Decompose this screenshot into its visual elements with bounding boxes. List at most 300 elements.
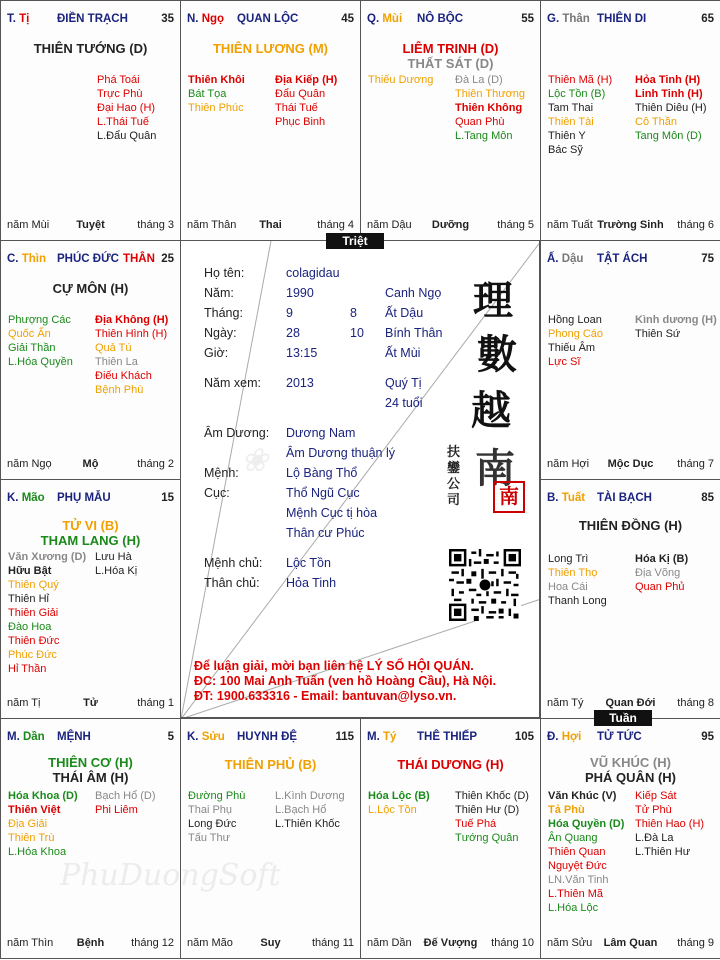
minor-star: L.Kình Dương [275,790,345,802]
main-star: LIÊM TRINH (D) [402,41,499,56]
left-star-column [368,73,433,87]
palace-header [547,492,714,506]
right-star-column [275,73,337,129]
main-stars [1,518,180,548]
minor-star: Hỏa Tinh (H) [635,74,701,86]
minor-star: Thiên Trù [8,832,55,844]
minor-star: Long Đức [188,818,237,830]
tieu-han-year: năm Sửu [547,937,593,949]
main-stars [541,755,720,785]
palace-cell-mao[interactable] [0,479,181,719]
minor-star: Bệnh Phù [95,384,144,396]
right-star-column [635,789,704,859]
tieu-han-year: năm Tuất [547,219,593,231]
palace-name [57,253,155,265]
tieu-han-year: năm Thân [187,219,237,231]
nguyet-han-month: tháng 8 [677,697,714,709]
palace-name [417,13,463,25]
minor-star: Tam Thai [548,102,594,114]
palace-label: ĐIỀN TRẠCH [57,13,128,25]
palace-footer [7,219,174,233]
minor-star: Thiên Phúc [188,102,244,114]
right-star-column [635,73,707,143]
minor-star: Thiên Thương [455,88,526,100]
nguyet-han-month: tháng 12 [131,937,174,949]
main-star: THIÊN TƯỚNG (D) [33,41,148,56]
center-info-panel [180,240,540,718]
main-star: TỬ VI (B) [62,518,119,533]
main-stars [181,757,360,772]
minor-star: Quả Tú [95,342,132,354]
minor-star: L.Lộc Tồn [368,804,417,816]
minor-star: L.Tang Môn [455,130,513,142]
palace-label: THÊ THIẾP [417,731,478,743]
palace-cell-dan[interactable] [0,718,181,959]
calligraphy-side-text: 扶鑾公司 [447,445,461,508]
minor-star: Cô Thần [635,116,677,128]
month-can-chi: Ất Dậu [385,306,424,320]
name-label: Họ tên: [204,266,245,280]
minor-star: Linh Tinh (H) [635,88,703,100]
minor-star: Phượng Các [8,314,71,326]
palace-cell-suu[interactable] [180,718,361,959]
dai-han-number: 35 [161,13,174,25]
earthly-branch: Mùi [382,13,403,25]
main-star: CỰ MÔN (H) [52,281,129,296]
left-star-column [548,789,624,915]
palace-label: THIÊN DI [597,13,647,25]
minor-star: Hóa Lộc (B) [368,790,430,802]
main-star: THÁI ÂM (H) [52,770,129,785]
minor-star: Bát Tọa [188,88,227,100]
minor-star: Điếu Khách [95,370,152,382]
stem-letter: N. [187,13,199,25]
palace-name [597,13,646,25]
minor-star: Tử Phù [635,804,672,816]
palace-cell-ngo[interactable] [180,0,361,241]
palace-header [7,731,174,745]
menh-label: Mệnh: [204,466,239,480]
stem-letter: Q. [367,13,380,25]
stem-letter: K. [187,731,199,743]
minor-star: Tướng Quân [455,832,519,844]
minor-star: L.Hóa Quyền [8,356,73,368]
truong-sinh-stage: Mộc Dục [607,458,654,470]
truong-sinh-stage: Bệnh [76,937,105,949]
minor-star: Văn Xương (D) [8,551,87,563]
palace-position [7,731,45,743]
hour-label: Giờ: [204,346,229,360]
palace-position [187,13,224,25]
name-value: colagidau [286,266,340,280]
background-seal-watermark: ❀ [241,441,268,479]
truong-sinh-stage: Dưỡng [431,219,470,231]
truong-sinh-stage: Thai [259,219,282,231]
minor-star: Thanh Long [548,595,607,607]
triet-marker: Triệt [326,233,384,249]
minor-star: Phá Toái [97,74,140,86]
palace-label: HUYNH ĐỆ [237,731,298,743]
day-label: Ngày: [204,326,237,340]
month-label: Tháng: [204,306,243,320]
palace-header [547,253,714,267]
left-star-column [8,313,73,369]
minor-star: Hóa Kị (B) [635,553,689,565]
menh-chu-label: Mệnh chủ: [204,556,263,570]
palace-position [547,253,583,265]
palace-position [187,731,225,743]
contact-line-1: Để luận giải, mời bạn liên hệ LÝ SỐ HỘI QUÁN. [194,659,474,673]
nguyet-han-month: tháng 10 [491,937,534,949]
minor-star: Tang Môn (D) [635,130,702,142]
tuan-marker: Tuần [594,710,652,726]
palace-cell-hoi[interactable] [540,718,720,959]
palace-position [7,13,29,25]
cuc-label: Cục: [204,486,230,500]
main-stars [181,41,360,56]
month-value: 9 [286,306,293,320]
than-marker: THÂN [122,253,155,265]
minor-star: Trực Phù [97,88,143,100]
main-star: THIÊN CƠ (H) [48,755,133,770]
right-star-column [95,550,137,578]
minor-star: L.Thiên Mã [548,888,604,900]
earthly-branch: Sửu [201,731,225,743]
minor-star: Thiên Hao (H) [635,818,705,830]
minor-star: L.Đẩu Quân [97,130,157,142]
left-star-column [188,73,245,115]
left-star-column [188,789,245,845]
tieu-han-year: năm Thìn [7,937,54,949]
earthly-branch: Hợi [561,731,582,743]
earthly-branch: Tý [382,731,397,743]
tieu-han-year: năm Tị [7,697,41,709]
calligraphy-char-3: 越 [471,387,511,434]
truong-sinh-stage: Lâm Quan [603,937,658,949]
minor-star: Thiên Quý [8,579,59,591]
main-stars [361,757,540,772]
palace-name [237,731,297,743]
stem-letter: Đ. [547,731,559,743]
minor-star: Tả Phù [548,804,585,816]
year-value: 1990 [286,286,314,300]
palace-position [7,253,46,265]
minor-star: Đào Hoa [8,621,52,633]
age-value: 24 tuổi [385,396,423,410]
dai-han-number: 85 [701,492,714,504]
left-star-column [548,73,612,157]
cuc-relation: Mệnh Cục tị hòa [286,506,378,520]
stem-letter: T. [7,13,16,25]
tieu-han-year: năm Mão [187,937,233,949]
minor-star: Thai Phụ [188,804,233,816]
palace-name [417,731,477,743]
minor-star: Kiếp Sát [635,790,677,802]
palace-label: QUAN LỘC [237,13,299,25]
palace-position [547,13,590,25]
palace-cell-dau[interactable] [540,240,720,480]
minor-star: Địa Kiếp (H) [275,74,338,86]
minor-star: Nguyệt Đức [548,860,607,872]
palace-name [57,13,128,25]
palace-cell-ty2[interactable] [360,718,541,959]
view-year-label: Năm xem: [204,376,261,390]
main-star: PHÁ QUÂN (H) [585,770,676,785]
tieu-han-year: năm Hợi [547,458,590,470]
minor-star: Đẩu Quân [275,88,326,100]
main-stars [1,755,180,785]
minor-star: Tấu Thư [188,832,231,844]
minor-star: Thiên Không [455,102,523,114]
minor-star: Lộc Tồn (B) [548,88,606,100]
palace-footer [367,219,534,233]
palace-header [187,731,354,745]
am-duong-note: Âm Dương thuận lý [286,446,395,460]
day-lunar: 10 [350,326,364,340]
minor-star: Thiên Thọ [548,567,598,579]
palace-label: TÀI BẠCH [597,492,652,504]
day-value: 28 [286,326,300,340]
dai-han-number: 5 [167,731,174,743]
earthly-branch: Dậu [561,253,584,265]
dai-han-number: 65 [701,13,714,25]
palace-cell-tuat[interactable] [540,479,720,719]
right-star-column [95,313,168,397]
truong-sinh-stage: Trường Sinh [597,219,664,231]
palace-cell-ty[interactable] [0,0,181,241]
qr-code [449,549,521,621]
red-seal: 南 [493,481,525,513]
than-position: Thân cư Phúc [286,526,365,540]
palace-cell-than[interactable] [540,0,720,241]
palace-footer [547,458,714,472]
palace-footer [367,937,534,951]
palace-label: PHỤ MẪU [57,492,111,504]
minor-star: Thiếu Âm [548,342,596,354]
nguyet-han-month: tháng 2 [137,458,174,470]
main-star: THIÊN PHỦ (B) [224,757,317,772]
palace-name [57,731,91,743]
palace-footer [547,219,714,233]
minor-star: Thiên Hư (D) [455,804,520,816]
main-star: VŨ KHÚC (H) [590,755,671,770]
main-star: THÁI DƯƠNG (H) [397,757,504,772]
minor-star: Thiên Khốc (D) [455,790,529,802]
minor-star: Bác Sỹ [548,144,583,156]
minor-star: Địa Võng [635,567,681,579]
palace-header [7,492,174,506]
stem-letter: Ấ. [547,253,559,265]
main-star: THAM LANG (H) [40,533,141,548]
truong-sinh-stage: Mộ [82,458,99,470]
palace-header [187,13,354,27]
dai-han-number: 55 [521,13,534,25]
palace-position [367,731,396,743]
earthly-branch: Ngọ [201,13,225,25]
main-stars [1,281,180,296]
dai-han-number: 45 [341,13,354,25]
palace-footer [187,937,354,951]
minor-star: L.Bạch Hổ [275,804,327,816]
palace-name [597,253,647,265]
minor-star: Phục Binh [275,116,326,128]
menh-chu-value: Lộc Tồn [286,556,331,570]
right-star-column [455,789,529,845]
palace-footer [547,937,714,951]
palace-footer [187,219,354,233]
calligraphy-char-1: 理 [473,277,513,324]
palace-header [547,731,714,745]
minor-star: Thiếu Dương [368,74,434,86]
palace-header [367,731,534,745]
minor-star: Thiên Y [548,130,586,142]
palace-position [7,492,45,504]
minor-star: Phúc Đức [8,649,57,661]
right-star-column [455,73,525,143]
minor-star: Hóa Quyền (D) [548,818,625,830]
dai-han-number: 105 [514,731,534,743]
dai-han-number: 75 [701,253,714,265]
palace-name [57,492,111,504]
minor-star: Phi Liêm [95,804,138,816]
minor-star: Hữu Bật [8,565,52,577]
day-can-chi: Bính Thân [385,326,443,340]
minor-star: Hóa Khoa (D) [8,790,78,802]
palace-header [547,13,714,27]
palace-header [367,13,534,27]
palace-footer [7,697,174,711]
tieu-han-year: năm Mùi [7,219,50,231]
minor-star: Hỉ Thần [8,663,47,675]
stem-letter: G. [547,13,560,25]
nguyet-han-month: tháng 7 [677,458,714,470]
palace-label: PHÚC ĐỨC [57,253,119,265]
stem-letter: K. [7,492,19,504]
minor-star: Đại Hao (H) [97,102,156,114]
palace-footer [547,697,714,711]
palace-position [367,13,402,25]
minor-star: Phong Cáo [548,328,604,340]
left-star-column [8,789,78,859]
truong-sinh-stage: Tử [83,697,98,709]
minor-star: Bạch Hổ (D) [95,790,156,802]
minor-star: Văn Khúc (V) [548,790,617,802]
dai-han-number: 115 [335,731,354,743]
calligraphy-char-2: 數 [477,331,517,378]
right-star-column [635,552,688,594]
left-star-column [548,313,603,369]
stem-letter: M. [7,731,20,743]
minor-star: Giải Thần [8,342,56,354]
cuc-value: Thổ Ngũ Cục [286,486,360,500]
minor-star: Ân Quang [548,832,598,844]
main-star: THIÊN ĐỒNG (H) [578,518,683,533]
left-star-column [548,552,607,608]
contact-info [194,659,496,704]
contact-line-3: ĐT: 1900.633316 - Email: bantuvan@lyso.vn. [194,689,457,703]
minor-star: Thiên Giải [8,607,59,619]
view-year-value: 2013 [286,376,314,390]
than-chu-value: Hỏa Tinh [286,576,337,590]
minor-star: Quốc Ấn [8,328,51,340]
right-star-column [275,789,345,831]
minor-star: Thiên Sứ [635,328,681,340]
minor-star: L.Hóa Khoa [8,846,67,858]
nguyet-han-month: tháng 1 [137,697,174,709]
main-star: THIÊN LƯƠNG (M) [212,41,329,56]
hour-can-chi: Ất Mùi [385,346,421,360]
year-label: Năm: [204,286,234,300]
nguyet-han-month: tháng 9 [677,937,714,949]
right-star-column [95,789,156,817]
palace-footer [7,937,174,951]
truong-sinh-stage: Suy [260,937,281,949]
calligraphy-char-4: 南 [475,445,515,492]
minor-star: Địa Không (H) [95,314,169,326]
palace-header [7,253,174,267]
am-duong-label: Âm Dương: [204,426,270,440]
right-star-column [97,73,156,143]
minor-star: Thiên Quan [548,846,606,858]
minor-star: Lực Sĩ [548,356,581,368]
stem-letter: M. [367,731,380,743]
left-star-column [368,789,430,817]
minor-star: Thiên La [95,356,138,368]
main-stars [541,518,720,533]
minor-star: Đà La (D) [455,74,503,86]
main-stars [361,41,540,71]
earthly-branch: Thìn [21,253,46,265]
view-year-can-chi: Quý Tị [385,376,422,390]
palace-position [547,492,585,504]
minor-star: Thiên Hình (H) [95,328,168,340]
earthly-branch: Tị [19,13,30,25]
truong-sinh-stage: Tuyệt [76,219,105,231]
minor-star: Quan Phù [455,116,505,128]
hour-value: 13:15 [286,346,318,360]
earthly-branch: Thân [562,13,590,25]
main-star: THẤT SÁT (D) [407,56,494,71]
nguyet-han-month: tháng 4 [317,219,354,231]
minor-star: LN.Văn Tinh [548,874,609,886]
truong-sinh-stage: Quan Đới [605,697,656,709]
minor-star: L.Đà La [635,832,674,844]
earthly-branch: Mão [21,492,45,504]
am-duong-value: Dương Nam [286,426,356,440]
dai-han-number: 25 [161,253,174,265]
minor-star: Long Trì [548,553,589,565]
nguyet-han-month: tháng 3 [137,219,174,231]
palace-label: MỆNH [57,731,91,743]
palace-cell-thin[interactable] [0,240,181,480]
minor-star: Thiên Đức [8,635,60,647]
minor-star: Thiên Tài [548,116,594,128]
stem-letter: C. [7,253,19,265]
palace-cell-mui[interactable] [360,0,541,241]
minor-star: Thái Tuế [275,102,318,114]
minor-star: Địa Giải [8,818,48,830]
palace-label: NÔ BỘC [417,13,463,25]
dai-han-number: 15 [161,492,174,504]
earthly-branch: Tuất [561,492,586,504]
tieu-han-year: năm Dậu [367,219,412,231]
palace-footer [7,458,174,472]
palace-label: TỬ TỨC [597,731,642,743]
menh-value: Lộ Bàng Thổ [286,466,358,480]
main-stars [1,41,180,56]
minor-star: Lưu Hà [95,551,132,563]
minor-star: Hồng Loan [548,314,602,326]
